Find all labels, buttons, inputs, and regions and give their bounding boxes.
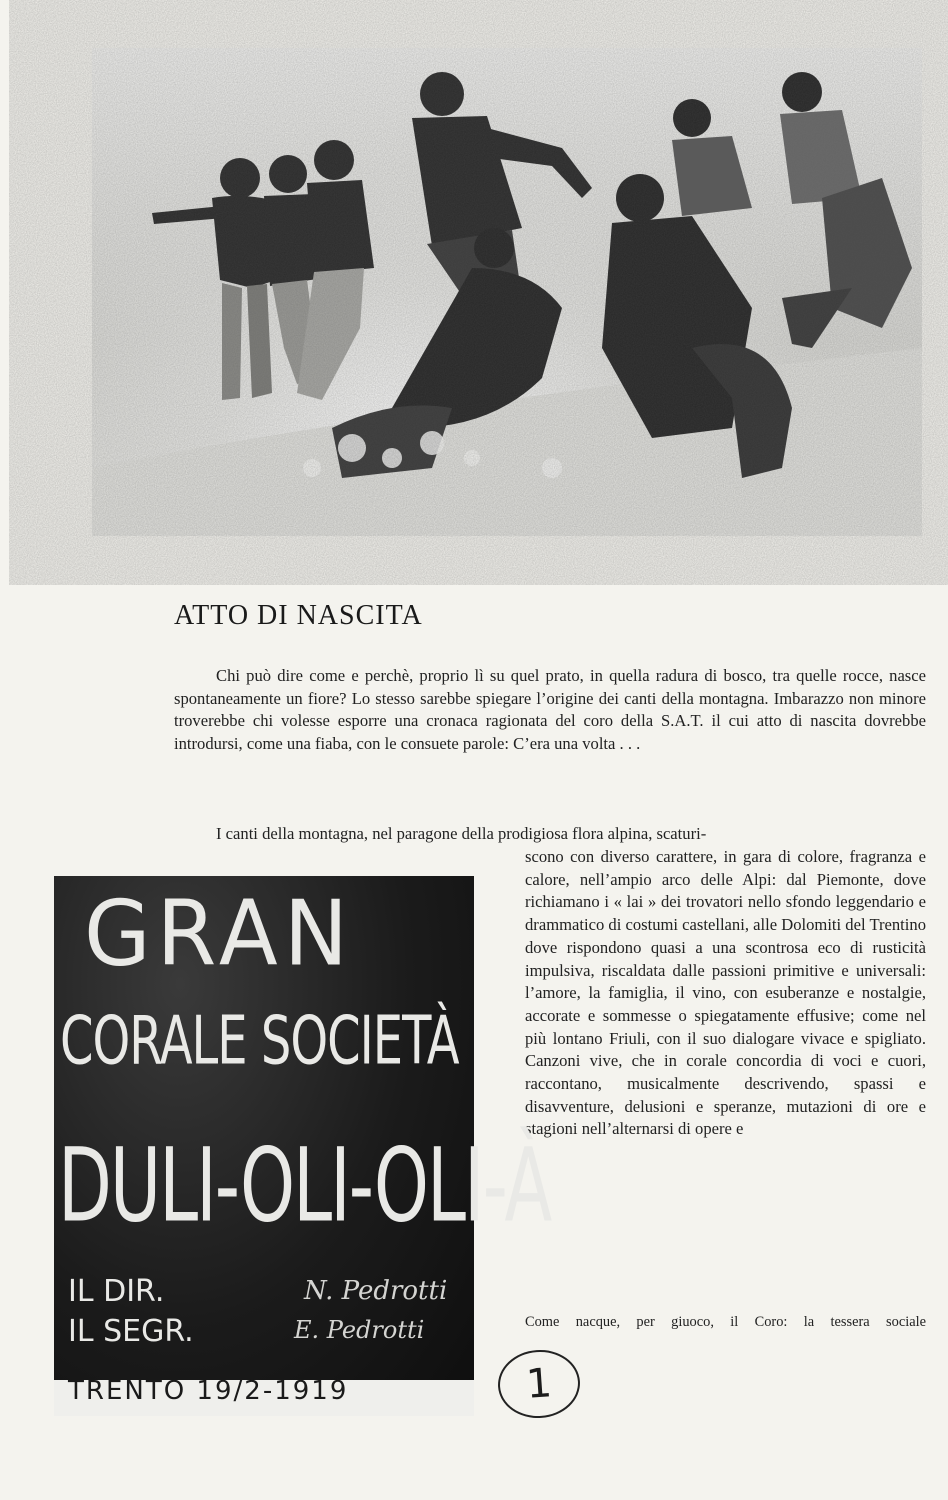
image-caption: Come nacque, per giuoco, il Coro: la tessera sociale <box>525 1314 926 1330</box>
card-director-signature: N. Pedrotti <box>304 1276 448 1306</box>
paragraph-1: Chi può dire come e perchè, proprio lì su quel prato, in quella radura di bosco, tra quelle rocce, nasce spontaneamente un fiore? Lo stesso sarebbe spiegare l’origine dei canti della montagna. Imbarazzo non minore troverebbe chi volesse esporre una cronaca ragionata del coro della S.A.T. il cui atto di nascita dovrebbe introdursi, come una fiaba, con le consuete parole: C’era una volta . . . <box>174 666 926 754</box>
card-line-duli: DULI-OLI-OLI-À <box>58 1126 551 1245</box>
card-secretary-signature: E. Pedrotti <box>294 1316 425 1344</box>
photo-skiers-sliding <box>92 48 922 536</box>
card-secretary-label: IL SEGR. <box>68 1314 194 1349</box>
card-line-gran: GRAN <box>84 881 355 987</box>
card-line-corale: CORALE SOCIETÀ <box>60 1002 459 1081</box>
handwritten-page-number: 1 <box>496 1347 583 1421</box>
membership-card-image <box>54 876 551 1416</box>
card-place-date: TRENTO 19/2-1919 <box>68 1376 349 1406</box>
article-title: ATTO DI NASCITA <box>174 600 423 631</box>
card-director-label: IL DIR. <box>68 1274 165 1309</box>
paragraph-2-first-line: I canti della montagna, nel paragone della prodigiosa flora alpina, scaturi- <box>216 824 707 843</box>
paragraph-2-column: scono con diverso carattere, in gara di colore, fragranza e calore, nell’ampio arco delle Alpi: dal Piemonte, dove richiamano i « lai » dei trovatori nello sfondo leggendario e drammatico di costumi castellani, alle Dolomiti del Trentino dove rispondono quasi a una scontrosa eco di rusticità impulsiva, riscaldata dalle passioni primitive e universali: l’amore, la famiglia, il vino, con esuberanze e nostalgie, accorate e sommesse o spiegatamente effusive; come nel più lontano Friuli, con il suo dialogare vivace e spigliato. Canzoni vive, che in corale concordia di voci e cuori, raccontano, musicalmente descrivendo, spassi e disavventure, delusioni e speranze, mutazioni di ore e stagioni nell’alternarsi di opere e <box>525 847 926 1139</box>
